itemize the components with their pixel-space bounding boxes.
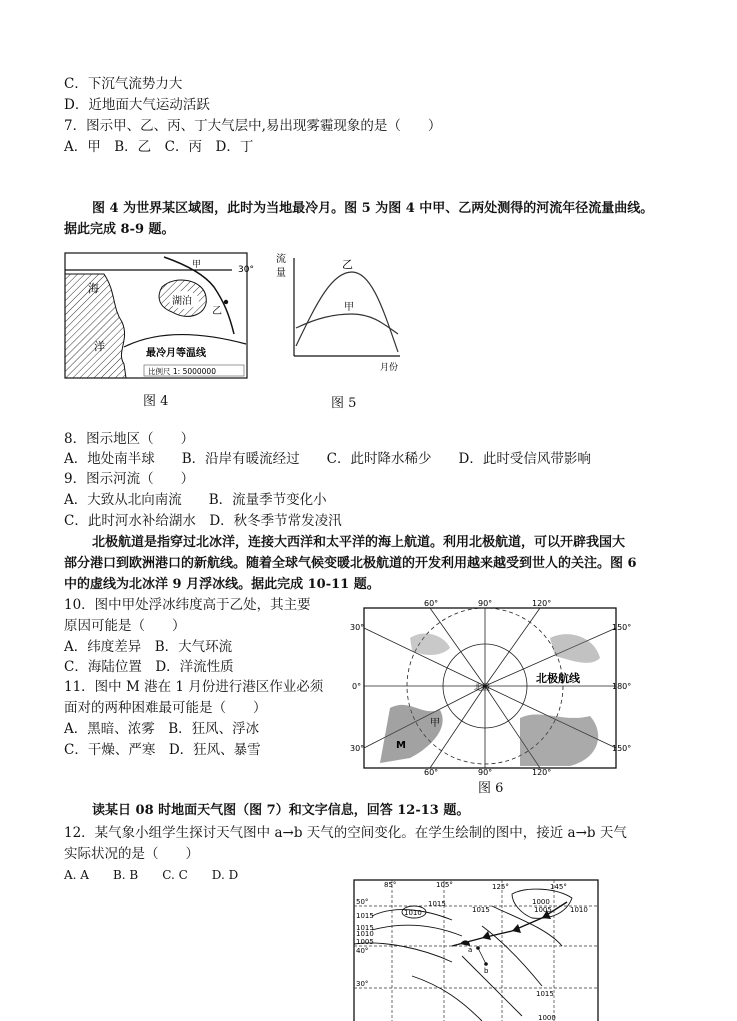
fig5-xlabel: 月份 xyxy=(380,363,399,373)
fig5-label-yi: 乙 xyxy=(342,258,353,271)
intro-fig4-5-line2: 据此完成 8-9 题。 xyxy=(64,222,175,237)
figure-6-arctic-map xyxy=(350,598,630,776)
fig7-isobar-3: 1015 xyxy=(428,900,446,908)
q10-stem-2: 原因可能是（ ） xyxy=(64,618,186,634)
fig5-label-jia: 甲 xyxy=(344,302,354,313)
fig4-label-jia: 甲 xyxy=(192,260,202,270)
intro-fig6-line2: 部分港口到欧洲港口的新航线。随着全球气候变暖北极航道的开发利用越来越受到世人的关注。图 6 xyxy=(64,556,637,571)
fig7-lon-1: 85° xyxy=(384,881,397,889)
fig4-scale: 比例尺 1: 5000000 xyxy=(148,367,216,376)
fig6-label-m: M xyxy=(396,740,406,751)
fig7-isobar-4: 1015 xyxy=(356,924,374,932)
q10-options-1: A．纬度差异 B．大气环流 xyxy=(64,639,233,655)
fig4-label-lake: 湖泊 xyxy=(172,296,192,307)
figure-5-caption: 图 5 xyxy=(331,396,357,411)
q12-stem-1: 12．某气象小组学生探讨天气图中 a→b 天气的空间变化。在学生绘制的图中，接近 a→b 天气 xyxy=(64,825,627,841)
figure-5-graph xyxy=(272,252,402,392)
q11-stem-1: 11．图中 M 港在 1 月份进行港区作业必须 xyxy=(64,679,324,695)
fig7-isobar-1: 1015 xyxy=(356,912,374,920)
fig6-lon-top-2: 90° xyxy=(478,599,493,608)
fig6-lon-top-3: 120° xyxy=(532,599,552,608)
q7-stem: 7．图示甲、乙、丙、丁大气层中,易出现雾霾现象的是（ ） xyxy=(64,118,442,134)
fig7-isobar-12: 1000 xyxy=(538,1014,556,1021)
fig7-isobar-9: 1010 xyxy=(570,906,588,914)
fig7-lat-1: 50° xyxy=(356,898,369,906)
fig5-ylabel-1: 流 xyxy=(276,254,286,265)
fig7-isobar-5: 1010 xyxy=(356,930,374,938)
fig4-label-yang: 洋 xyxy=(94,340,105,353)
fig7-isobar-10: 1015 xyxy=(472,906,490,914)
fig6-lon-bottom-1: 60° xyxy=(424,768,439,777)
fig7-isobar-8: 1005 xyxy=(534,906,552,914)
q9-options-2: C．此时河水补给湖水 D．秋冬季节常发凌汛 xyxy=(64,513,342,529)
q12-options: A. A B. B C. C D. D xyxy=(64,868,239,882)
intro-fig6-line3: 中的虚线为北冰洋 9 月浮冰线。据此完成 10-11 题。 xyxy=(64,577,380,592)
fig6-lon-bottom-2: 90° xyxy=(478,768,493,777)
q11-stem-2: 面对的两种困难最可能是（ ） xyxy=(64,700,267,716)
fig6-lat-left-3: 30° xyxy=(350,744,365,753)
fig7-isobar-6: 1005 xyxy=(356,938,374,946)
fig5-ylabel-2: 量 xyxy=(276,268,286,279)
fig7-isobar-2: 1010 xyxy=(404,909,422,917)
fig7-lon-3: 125° xyxy=(492,883,509,891)
fig4-label-hai: 海 xyxy=(88,282,99,295)
fig7-point-b: b xyxy=(484,967,489,975)
q12-stem-2: 实际状况的是（ ） xyxy=(64,846,199,862)
fig7-lat-2: 40° xyxy=(356,947,369,955)
fig6-lat-right-1: 150° xyxy=(612,623,632,632)
q9-options-1: A．大致从北向南流 B．流量季节变化小 xyxy=(64,492,327,508)
fig7-isobar-7: 1000 xyxy=(532,898,550,906)
fig6-lat-right-3: 150° xyxy=(612,744,632,753)
fig7-point-a: a xyxy=(468,946,473,954)
fig6-lat-right-2: 180° xyxy=(612,682,632,691)
fig4-label-30: 30° xyxy=(238,265,254,275)
fig6-pole-label: 北极 xyxy=(474,683,490,692)
intro-fig4-5-line1: 图 4 为世界某区域图，此时为当地最冷月。图 5 为图 4 中甲、乙两处测得的河流年径流量曲线。 xyxy=(92,201,654,216)
q6-option-c: C．下沉气流势力大 xyxy=(64,76,183,92)
fig7-isobar-11: 1015 xyxy=(536,990,554,998)
q10-options-2: C．海陆位置 D．洋流性质 xyxy=(64,659,234,675)
q6-option-d: D．近地面大气运动活跃 xyxy=(64,97,210,113)
q9-stem: 9．图示河流（ ） xyxy=(64,471,195,487)
figure-6-caption: 图 6 xyxy=(478,781,504,796)
q10-stem-1: 10．图中甲处浮冰纬度高于乙处，其主要 xyxy=(64,597,311,613)
fig7-lon-2: 105° xyxy=(436,881,453,889)
fig7-lat-3: 30° xyxy=(356,980,369,988)
q8-stem: 8．图示地区（ ） xyxy=(64,431,195,447)
figure-4-caption: 图 4 xyxy=(143,394,169,409)
q11-options-1: A．黑暗、浓雾 B．狂风、浮冰 xyxy=(64,721,260,737)
fig6-label-jia: 甲 xyxy=(430,718,440,729)
fig6-lat-left-1: 30° xyxy=(350,623,365,632)
fig6-route-label: 北极航线 xyxy=(536,672,580,685)
fig6-lat-left-2: 0° xyxy=(352,682,362,691)
q7-options: A．甲 B．乙 C．丙 D．丁 xyxy=(64,139,254,155)
intro-fig7: 读某日 08 时地面天气图（图 7）和文字信息，回答 12-13 题。 xyxy=(92,803,470,818)
figure-4-map xyxy=(64,252,254,380)
figure-7-weather-map xyxy=(352,876,600,1021)
fig4-label-isotherm: 最冷月等温线 xyxy=(146,348,206,359)
fig6-lon-bottom-3: 120° xyxy=(532,768,552,777)
q8-options: A．地处南半球 B．沿岸有暖流经过 C．此时降水稀少 D．此时受信风带影响 xyxy=(64,451,591,467)
fig6-lon-top-1: 60° xyxy=(424,599,439,608)
fig4-label-yi: 乙 xyxy=(212,306,222,317)
q11-options-2: C．干燥、严寒 D．狂风、暴雪 xyxy=(64,742,261,758)
intro-fig6-line1: 北极航道是指穿过北冰洋，连接大西洋和太平洋的海上航道。利用北极航道，可以开辟我国大 xyxy=(92,535,626,550)
fig7-lon-4: 145° xyxy=(550,883,567,891)
